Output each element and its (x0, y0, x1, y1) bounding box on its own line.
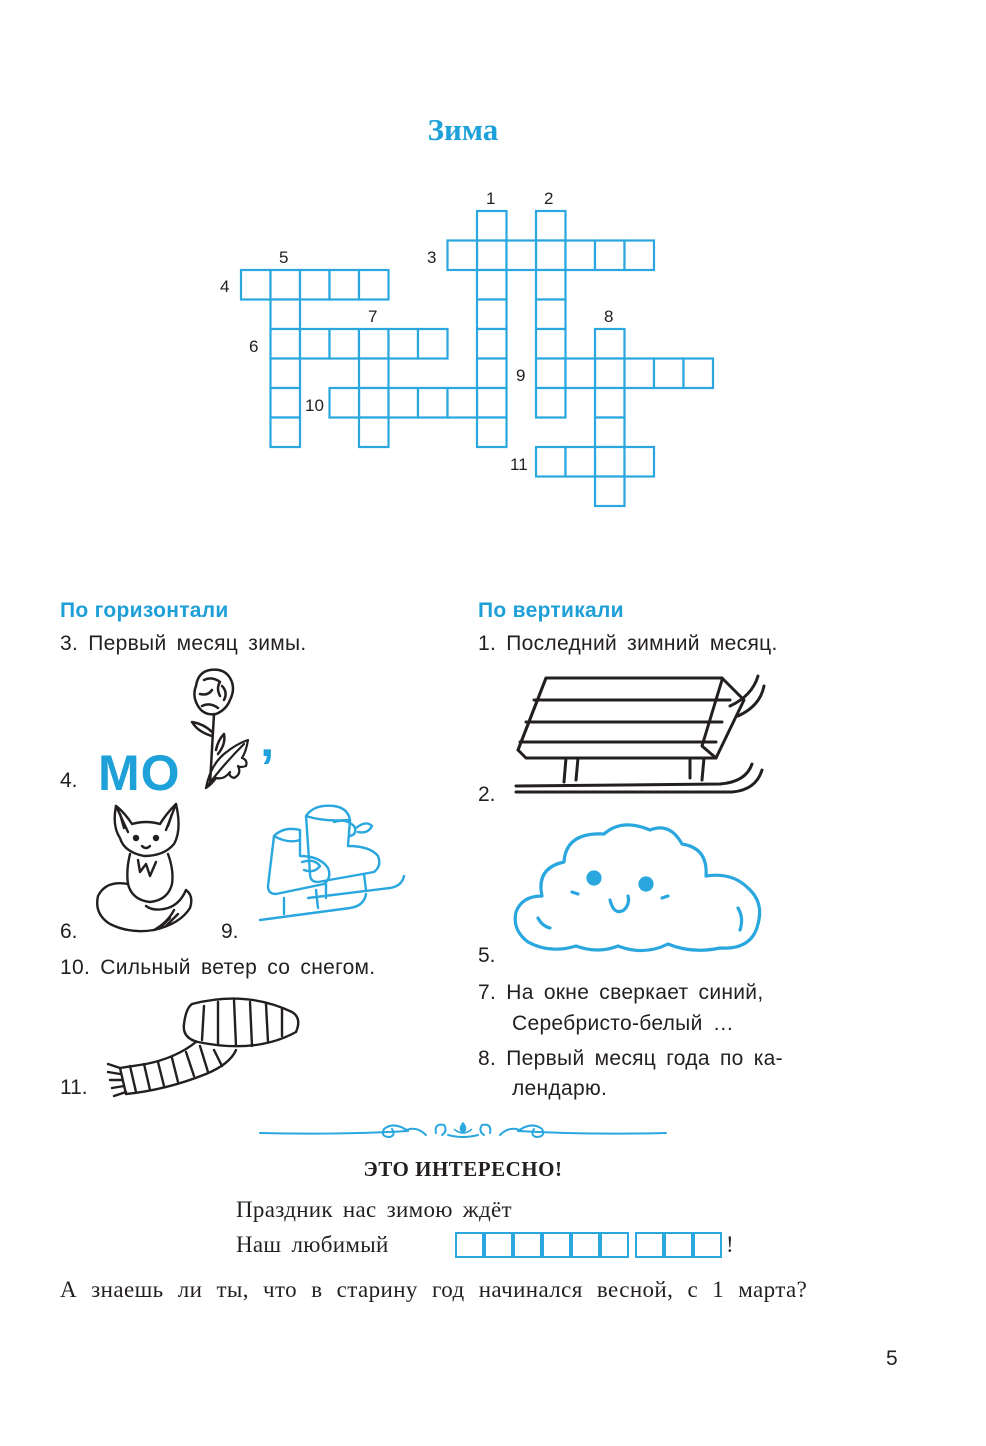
crossword-cell[interactable] (448, 388, 478, 418)
crossword-cell[interactable] (595, 329, 625, 359)
vertical-heading: По вертикали (478, 599, 624, 622)
fox-icon (94, 800, 206, 940)
cloud-icon (512, 824, 768, 958)
clue-1: 1. Последний зимний месяц. (478, 632, 778, 655)
answer-cell[interactable] (664, 1232, 693, 1258)
ornament-divider (258, 1117, 668, 1149)
rebus-comma: ’ (260, 739, 275, 797)
poem-line-2: Наш любимый (236, 1232, 389, 1257)
clue-5-label: 5. (478, 944, 496, 967)
crossword-cell[interactable] (271, 418, 301, 448)
clue-number-4: 4 (220, 277, 230, 296)
crossword-cell[interactable] (477, 329, 507, 359)
crossword-cell[interactable] (241, 270, 271, 300)
crossword-cell[interactable] (300, 270, 330, 300)
crossword-cell[interactable] (271, 300, 301, 330)
crossword-cell[interactable] (654, 359, 684, 389)
crossword-cell[interactable] (330, 388, 360, 418)
crossword-cell[interactable] (477, 388, 507, 418)
crossword-cell[interactable] (418, 388, 448, 418)
crossword-cell[interactable] (536, 211, 566, 241)
crossword-cell[interactable] (595, 477, 625, 507)
crossword-cell[interactable] (359, 418, 389, 448)
crossword-cell[interactable] (330, 329, 360, 359)
crossword-cell[interactable] (595, 447, 625, 477)
crossword-cell[interactable] (536, 359, 566, 389)
crossword-cell[interactable] (566, 241, 596, 271)
answer-cell[interactable] (635, 1232, 664, 1258)
leaf-icon (202, 736, 252, 790)
clue-number-7: 7 (368, 307, 378, 326)
clue-3: 3. Первый месяц зимы. (60, 632, 307, 655)
crossword-cell[interactable] (566, 359, 596, 389)
crossword-cell[interactable] (271, 388, 301, 418)
crossword-cell[interactable] (359, 359, 389, 389)
crossword-cell[interactable] (477, 241, 507, 271)
clue-7-line1: 7. На окне сверкает синий, (478, 981, 764, 1004)
crossword-cell[interactable] (536, 241, 566, 271)
clue-number-3: 3 (427, 248, 437, 267)
crossword-cell[interactable] (477, 211, 507, 241)
page-title: Зима (427, 112, 499, 147)
page-number: 5 (886, 1347, 898, 1370)
crossword-cell[interactable] (271, 329, 301, 359)
clue-10: 10. Сильный ветер со снегом. (60, 956, 376, 979)
crossword-cell[interactable] (595, 359, 625, 389)
clue-number-5: 5 (279, 248, 289, 267)
crossword-cell[interactable] (536, 300, 566, 330)
crossword-cell[interactable] (507, 241, 537, 271)
clue-8-line1: 8. Первый месяц года по ка- (478, 1047, 783, 1070)
poem-line-1: Праздник нас зимою ждёт (236, 1197, 512, 1222)
crossword-cell[interactable] (536, 329, 566, 359)
clue-number-1: 1 (486, 189, 496, 208)
clue-number-2: 2 (544, 189, 554, 208)
crossword-cell[interactable] (448, 241, 478, 271)
interesting-title: ЭТО ИНТЕРЕСНО! (363, 1157, 563, 1181)
crossword-cell[interactable] (536, 270, 566, 300)
crossword-cell[interactable] (536, 447, 566, 477)
clue-11-label: 11. (60, 1076, 88, 1099)
fact-text: А знаешь ли ты, что в старину год начинался весной, с 1 марта? (60, 1277, 808, 1302)
clue-2-label: 2. (478, 783, 496, 806)
sled-icon (512, 666, 772, 802)
clue-8-line2: лендарю. (512, 1077, 608, 1100)
crossword-cell[interactable] (625, 447, 655, 477)
answer-cell[interactable] (542, 1232, 571, 1258)
answer-cell[interactable] (484, 1232, 513, 1258)
clue-7-line2: Серебристо-белый … (512, 1012, 735, 1035)
crossword-cell[interactable] (595, 388, 625, 418)
crossword-cell[interactable] (271, 359, 301, 389)
clue-4-label: 4. (60, 769, 78, 792)
crossword-cell[interactable] (359, 329, 389, 359)
crossword-cell[interactable] (389, 388, 419, 418)
crossword-cell[interactable] (477, 359, 507, 389)
skates-icon (254, 802, 406, 942)
crossword-cell[interactable] (418, 329, 448, 359)
clue-number-11: 11 (510, 455, 528, 474)
crossword-cell[interactable] (625, 359, 655, 389)
crossword-cell[interactable] (536, 388, 566, 418)
clue-number-6: 6 (249, 337, 259, 356)
crossword-cell[interactable] (595, 241, 625, 271)
clue-number-8: 8 (604, 307, 614, 326)
crossword-cell[interactable] (477, 418, 507, 448)
horizontal-heading: По горизонтали (60, 599, 229, 622)
answer-cell[interactable] (455, 1232, 484, 1258)
crossword-cell[interactable] (477, 300, 507, 330)
scarf-icon (106, 994, 306, 1098)
crossword-cell[interactable] (595, 418, 625, 448)
crossword-cell[interactable] (359, 388, 389, 418)
crossword-cell[interactable] (330, 270, 360, 300)
crossword-grid (0, 0, 986, 560)
answer-cell[interactable] (513, 1232, 542, 1258)
answer-cell[interactable] (571, 1232, 600, 1258)
poem-exclamation: ! (726, 1232, 734, 1257)
crossword-cell[interactable] (684, 359, 714, 389)
clue-9-label: 9. (221, 920, 239, 943)
crossword-cell[interactable] (359, 270, 389, 300)
crossword-cell[interactable] (625, 241, 655, 271)
clue-number-10: 10 (305, 396, 324, 415)
crossword-cell[interactable] (300, 329, 330, 359)
answer-cell[interactable] (693, 1232, 722, 1258)
clue-6-label: 6. (60, 920, 78, 943)
crossword-cell[interactable] (271, 270, 301, 300)
crossword-cell[interactable] (477, 270, 507, 300)
rebus-mo-text: МО (98, 745, 181, 801)
crossword-cell[interactable] (389, 329, 419, 359)
answer-cell[interactable] (600, 1232, 629, 1258)
crossword-cell[interactable] (566, 447, 596, 477)
clue-number-9: 9 (516, 366, 526, 385)
